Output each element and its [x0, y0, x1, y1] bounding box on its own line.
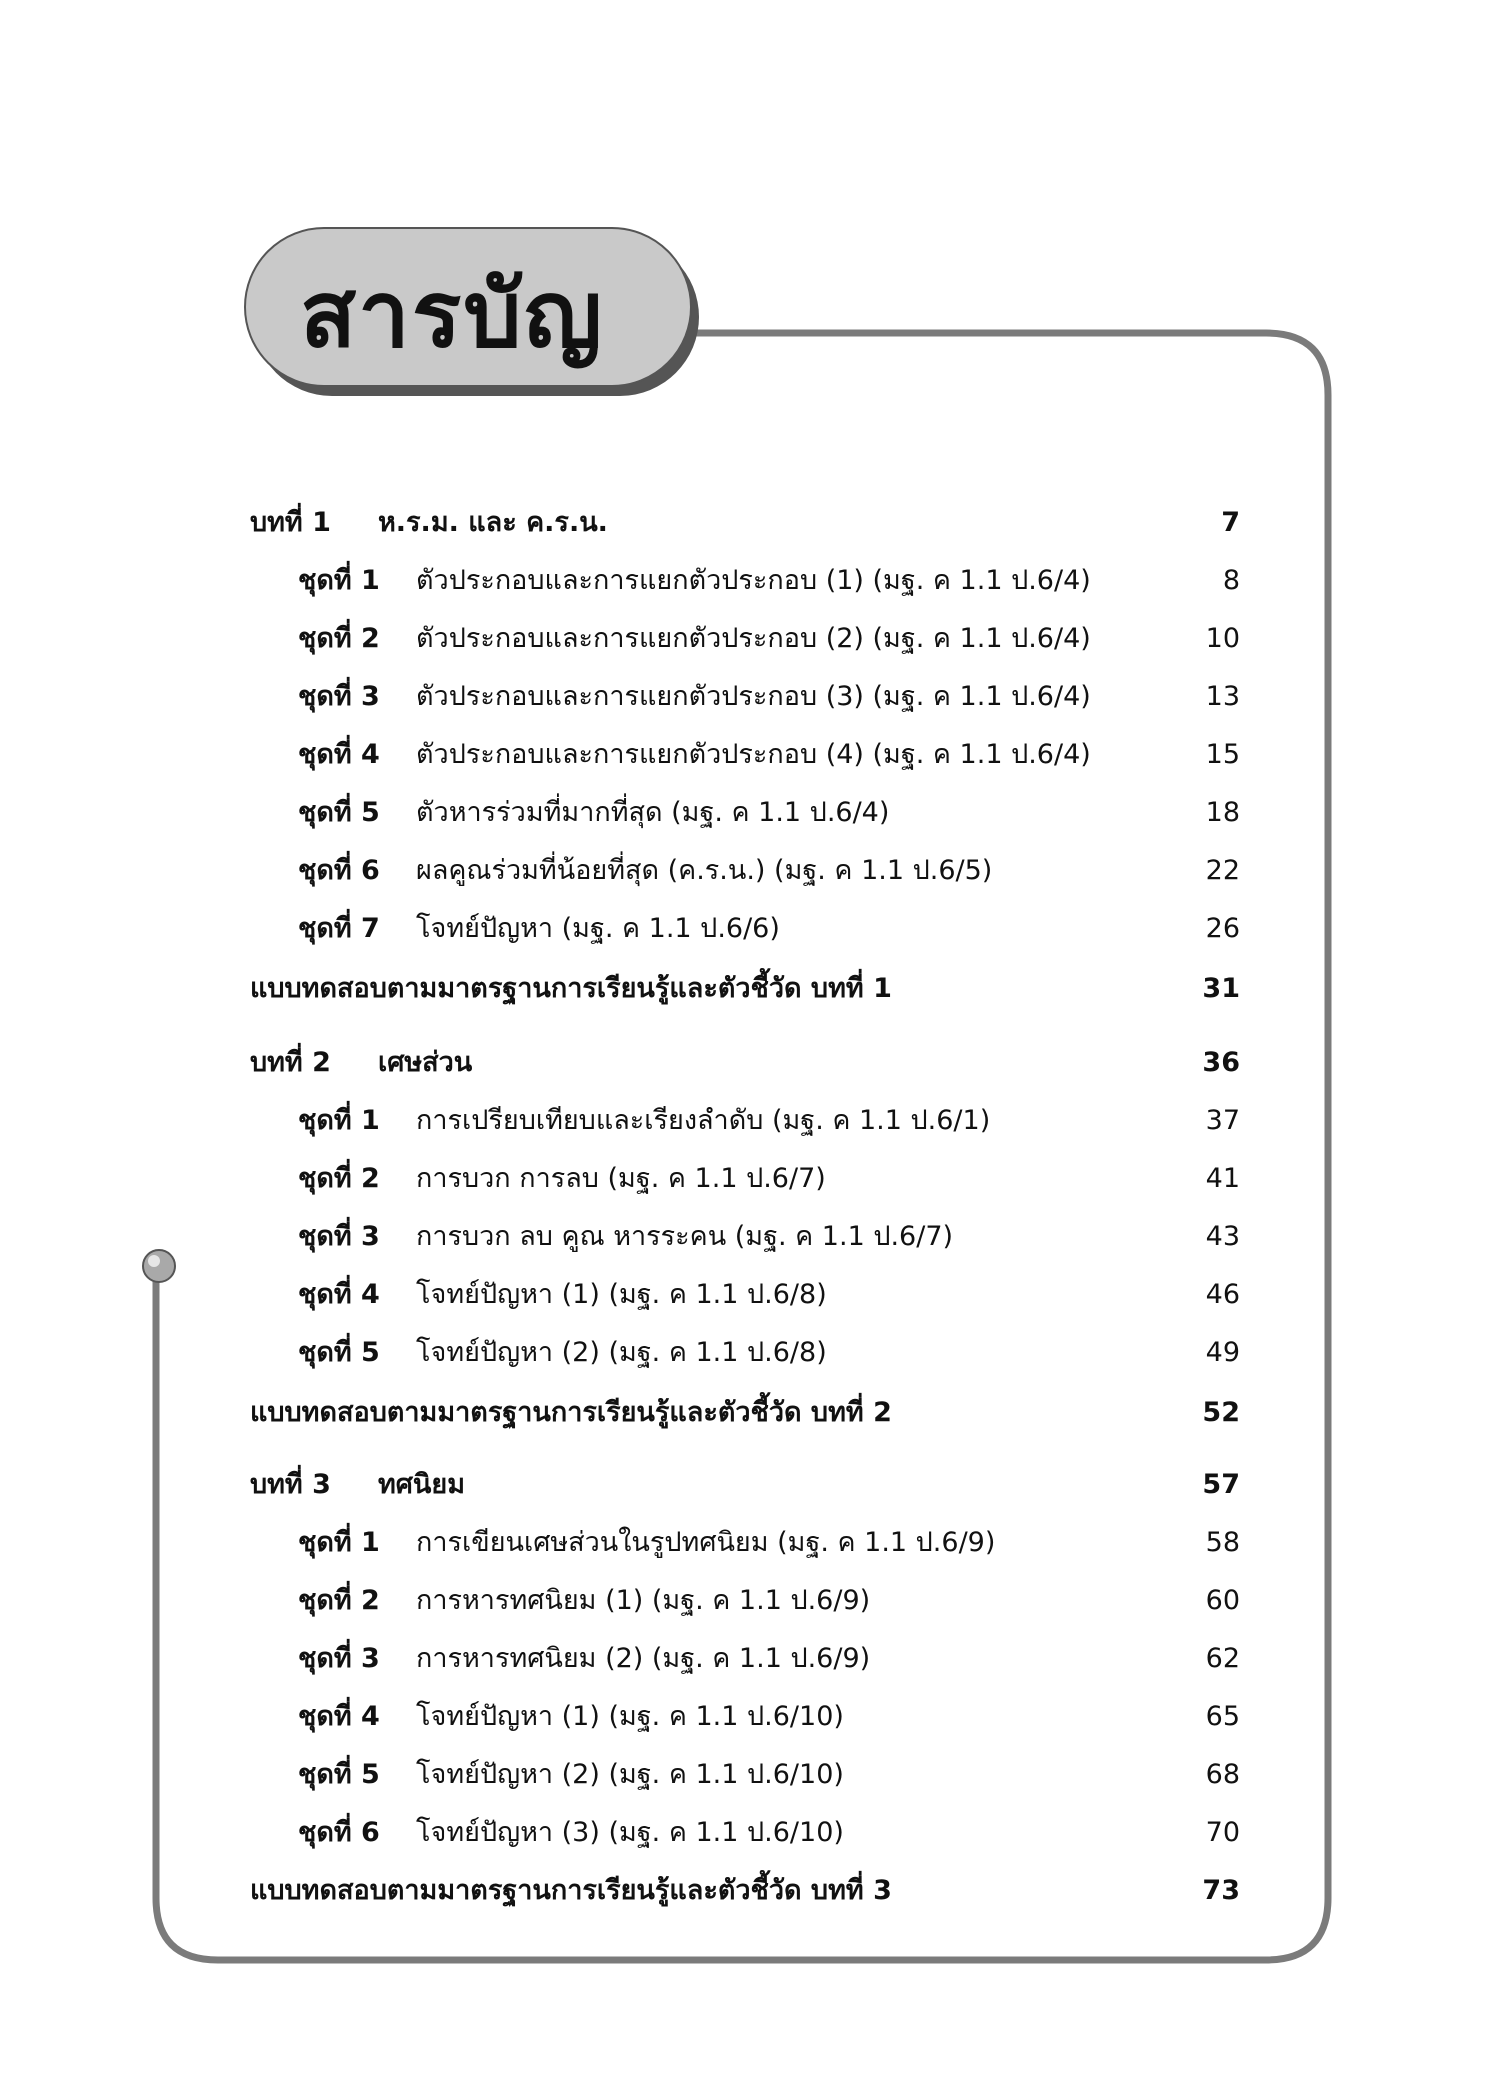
- set-title: การเปรียบเทียบและเรียงลำดับ (มฐ. ค 1.1 ป.6/1): [416, 1105, 991, 1136]
- toc-entry[interactable]: [0, 900, 1504, 958]
- set-page: 37: [1205, 1105, 1240, 1136]
- set-page: 46: [1205, 1279, 1240, 1310]
- chapter-3-test-row[interactable]: [0, 1862, 1504, 1920]
- set-title: โจทย์ปัญหา (3) (มฐ. ค 1.1 ป.6/10): [416, 1817, 844, 1848]
- set-label: ชุดที่ 2: [298, 623, 380, 654]
- set-label: ชุดที่ 6: [298, 1817, 380, 1848]
- set-title: ตัวประกอบและการแยกตัวประกอบ (1) (มฐ. ค 1.1 ป.6/4): [416, 565, 1091, 596]
- chapter-title: เศษส่วน: [378, 1047, 473, 1078]
- chapter-page: 7: [1221, 507, 1240, 538]
- set-label: ชุดที่ 3: [298, 1643, 380, 1674]
- set-title: โจทย์ปัญหา (มฐ. ค 1.1 ป.6/6): [416, 913, 780, 944]
- toc-entry[interactable]: [0, 1630, 1504, 1688]
- set-page: 41: [1205, 1163, 1240, 1194]
- chapter-2-test-row[interactable]: [0, 1384, 1504, 1442]
- set-title: ตัวประกอบและการแยกตัวประกอบ (2) (มฐ. ค 1.1 ป.6/4): [416, 623, 1091, 654]
- toc-entry[interactable]: [0, 726, 1504, 784]
- set-title: การบวก ลบ คูณ หารระคน (มฐ. ค 1.1 ป.6/7): [416, 1221, 954, 1252]
- toc-entry[interactable]: [0, 1746, 1504, 1804]
- chapter-1-test-row[interactable]: [0, 960, 1504, 1018]
- set-page: 62: [1205, 1643, 1240, 1674]
- set-title: การเขียนเศษส่วนในรูปทศนิยม (มฐ. ค 1.1 ป.6/9): [416, 1527, 996, 1558]
- set-label: ชุดที่ 3: [298, 681, 380, 712]
- test-page: 31: [1202, 973, 1240, 1004]
- chapter-label: บทที่ 3: [250, 1469, 331, 1500]
- chapter-page: 57: [1202, 1469, 1240, 1500]
- toc-entry[interactable]: [0, 842, 1504, 900]
- set-page: 60: [1205, 1585, 1240, 1616]
- set-label: ชุดที่ 4: [298, 1279, 380, 1310]
- set-label: ชุดที่ 1: [298, 1105, 380, 1136]
- toc-entry[interactable]: [0, 1150, 1504, 1208]
- toc-entry[interactable]: [0, 1266, 1504, 1324]
- toc-entry[interactable]: [0, 668, 1504, 726]
- set-label: ชุดที่ 6: [298, 855, 380, 886]
- set-label: ชุดที่ 5: [298, 797, 380, 828]
- toc-entry[interactable]: [0, 1324, 1504, 1382]
- set-page: 65: [1205, 1701, 1240, 1732]
- set-label: ชุดที่ 2: [298, 1585, 380, 1616]
- toc-entry[interactable]: [0, 610, 1504, 668]
- page-title: สารบัญ: [300, 261, 605, 368]
- set-page: 26: [1205, 913, 1240, 944]
- set-title: โจทย์ปัญหา (2) (มฐ. ค 1.1 ป.6/10): [416, 1759, 844, 1790]
- set-label: ชุดที่ 2: [298, 1163, 380, 1194]
- set-label: ชุดที่ 4: [298, 739, 380, 770]
- toc-entry[interactable]: [0, 1804, 1504, 1862]
- chapter-title: ห.ร.ม. และ ค.ร.น.: [378, 507, 608, 538]
- set-title: การหารทศนิยม (2) (มฐ. ค 1.1 ป.6/9): [416, 1643, 871, 1674]
- set-page: 49: [1205, 1337, 1240, 1368]
- chapter-label: บทที่ 1: [250, 507, 331, 538]
- chapter-label: บทที่ 2: [250, 1047, 331, 1078]
- set-page: 68: [1205, 1759, 1240, 1790]
- set-title: โจทย์ปัญหา (2) (มฐ. ค 1.1 ป.6/8): [416, 1337, 827, 1368]
- set-page: 8: [1222, 565, 1240, 596]
- test-page: 52: [1202, 1397, 1240, 1428]
- set-label: ชุดที่ 1: [298, 1527, 380, 1558]
- set-title: การหารทศนิยม (1) (มฐ. ค 1.1 ป.6/9): [416, 1585, 871, 1616]
- set-title: โจทย์ปัญหา (1) (มฐ. ค 1.1 ป.6/10): [416, 1701, 844, 1732]
- set-page: 22: [1205, 855, 1240, 886]
- set-page: 70: [1205, 1817, 1240, 1848]
- set-label: ชุดที่ 4: [298, 1701, 380, 1732]
- toc-entry[interactable]: [0, 1572, 1504, 1630]
- set-title: ตัวประกอบและการแยกตัวประกอบ (4) (มฐ. ค 1.1 ป.6/4): [416, 739, 1091, 770]
- set-title: การบวก การลบ (มฐ. ค 1.1 ป.6/7): [416, 1163, 826, 1194]
- set-label: ชุดที่ 5: [298, 1759, 380, 1790]
- set-title: โจทย์ปัญหา (1) (มฐ. ค 1.1 ป.6/8): [416, 1279, 827, 1310]
- chapter-3-row[interactable]: [0, 1456, 1504, 1514]
- test-title: แบบทดสอบตามมาตรฐานการเรียนรู้และตัวชี้วัด บทที่ 2: [250, 1397, 892, 1428]
- test-title: แบบทดสอบตามมาตรฐานการเรียนรู้และตัวชี้วัด บทที่ 1: [250, 973, 892, 1004]
- set-page: 43: [1205, 1221, 1240, 1252]
- set-page: 13: [1205, 681, 1240, 712]
- chapter-1-row[interactable]: [0, 494, 1504, 552]
- set-title: ตัวประกอบและการแยกตัวประกอบ (3) (มฐ. ค 1.1 ป.6/4): [416, 681, 1091, 712]
- toc-entry[interactable]: [0, 1514, 1504, 1572]
- set-title: ผลคูณร่วมที่น้อยที่สุด (ค.ร.น.) (มฐ. ค 1.1 ป.6/5): [416, 855, 993, 886]
- toc-entry[interactable]: [0, 552, 1504, 610]
- set-page: 58: [1205, 1527, 1240, 1558]
- toc-entry[interactable]: [0, 1092, 1504, 1150]
- set-page: 15: [1205, 739, 1240, 770]
- set-label: ชุดที่ 7: [298, 913, 380, 944]
- chapter-page: 36: [1202, 1047, 1240, 1078]
- set-label: ชุดที่ 5: [298, 1337, 380, 1368]
- toc-entry[interactable]: [0, 784, 1504, 842]
- chapter-title: ทศนิยม: [378, 1469, 466, 1500]
- set-page: 10: [1205, 623, 1240, 654]
- toc-entry[interactable]: [0, 1688, 1504, 1746]
- chapter-2-row[interactable]: [0, 1034, 1504, 1092]
- set-label: ชุดที่ 1: [298, 565, 380, 596]
- toc-entry[interactable]: [0, 1208, 1504, 1266]
- set-label: ชุดที่ 3: [298, 1221, 380, 1252]
- set-page: 18: [1205, 797, 1240, 828]
- test-page: 73: [1202, 1875, 1240, 1906]
- set-title: ตัวหารร่วมที่มากที่สุด (มฐ. ค 1.1 ป.6/4): [416, 797, 890, 828]
- test-title: แบบทดสอบตามมาตรฐานการเรียนรู้และตัวชี้วัด บทที่ 3: [250, 1875, 892, 1906]
